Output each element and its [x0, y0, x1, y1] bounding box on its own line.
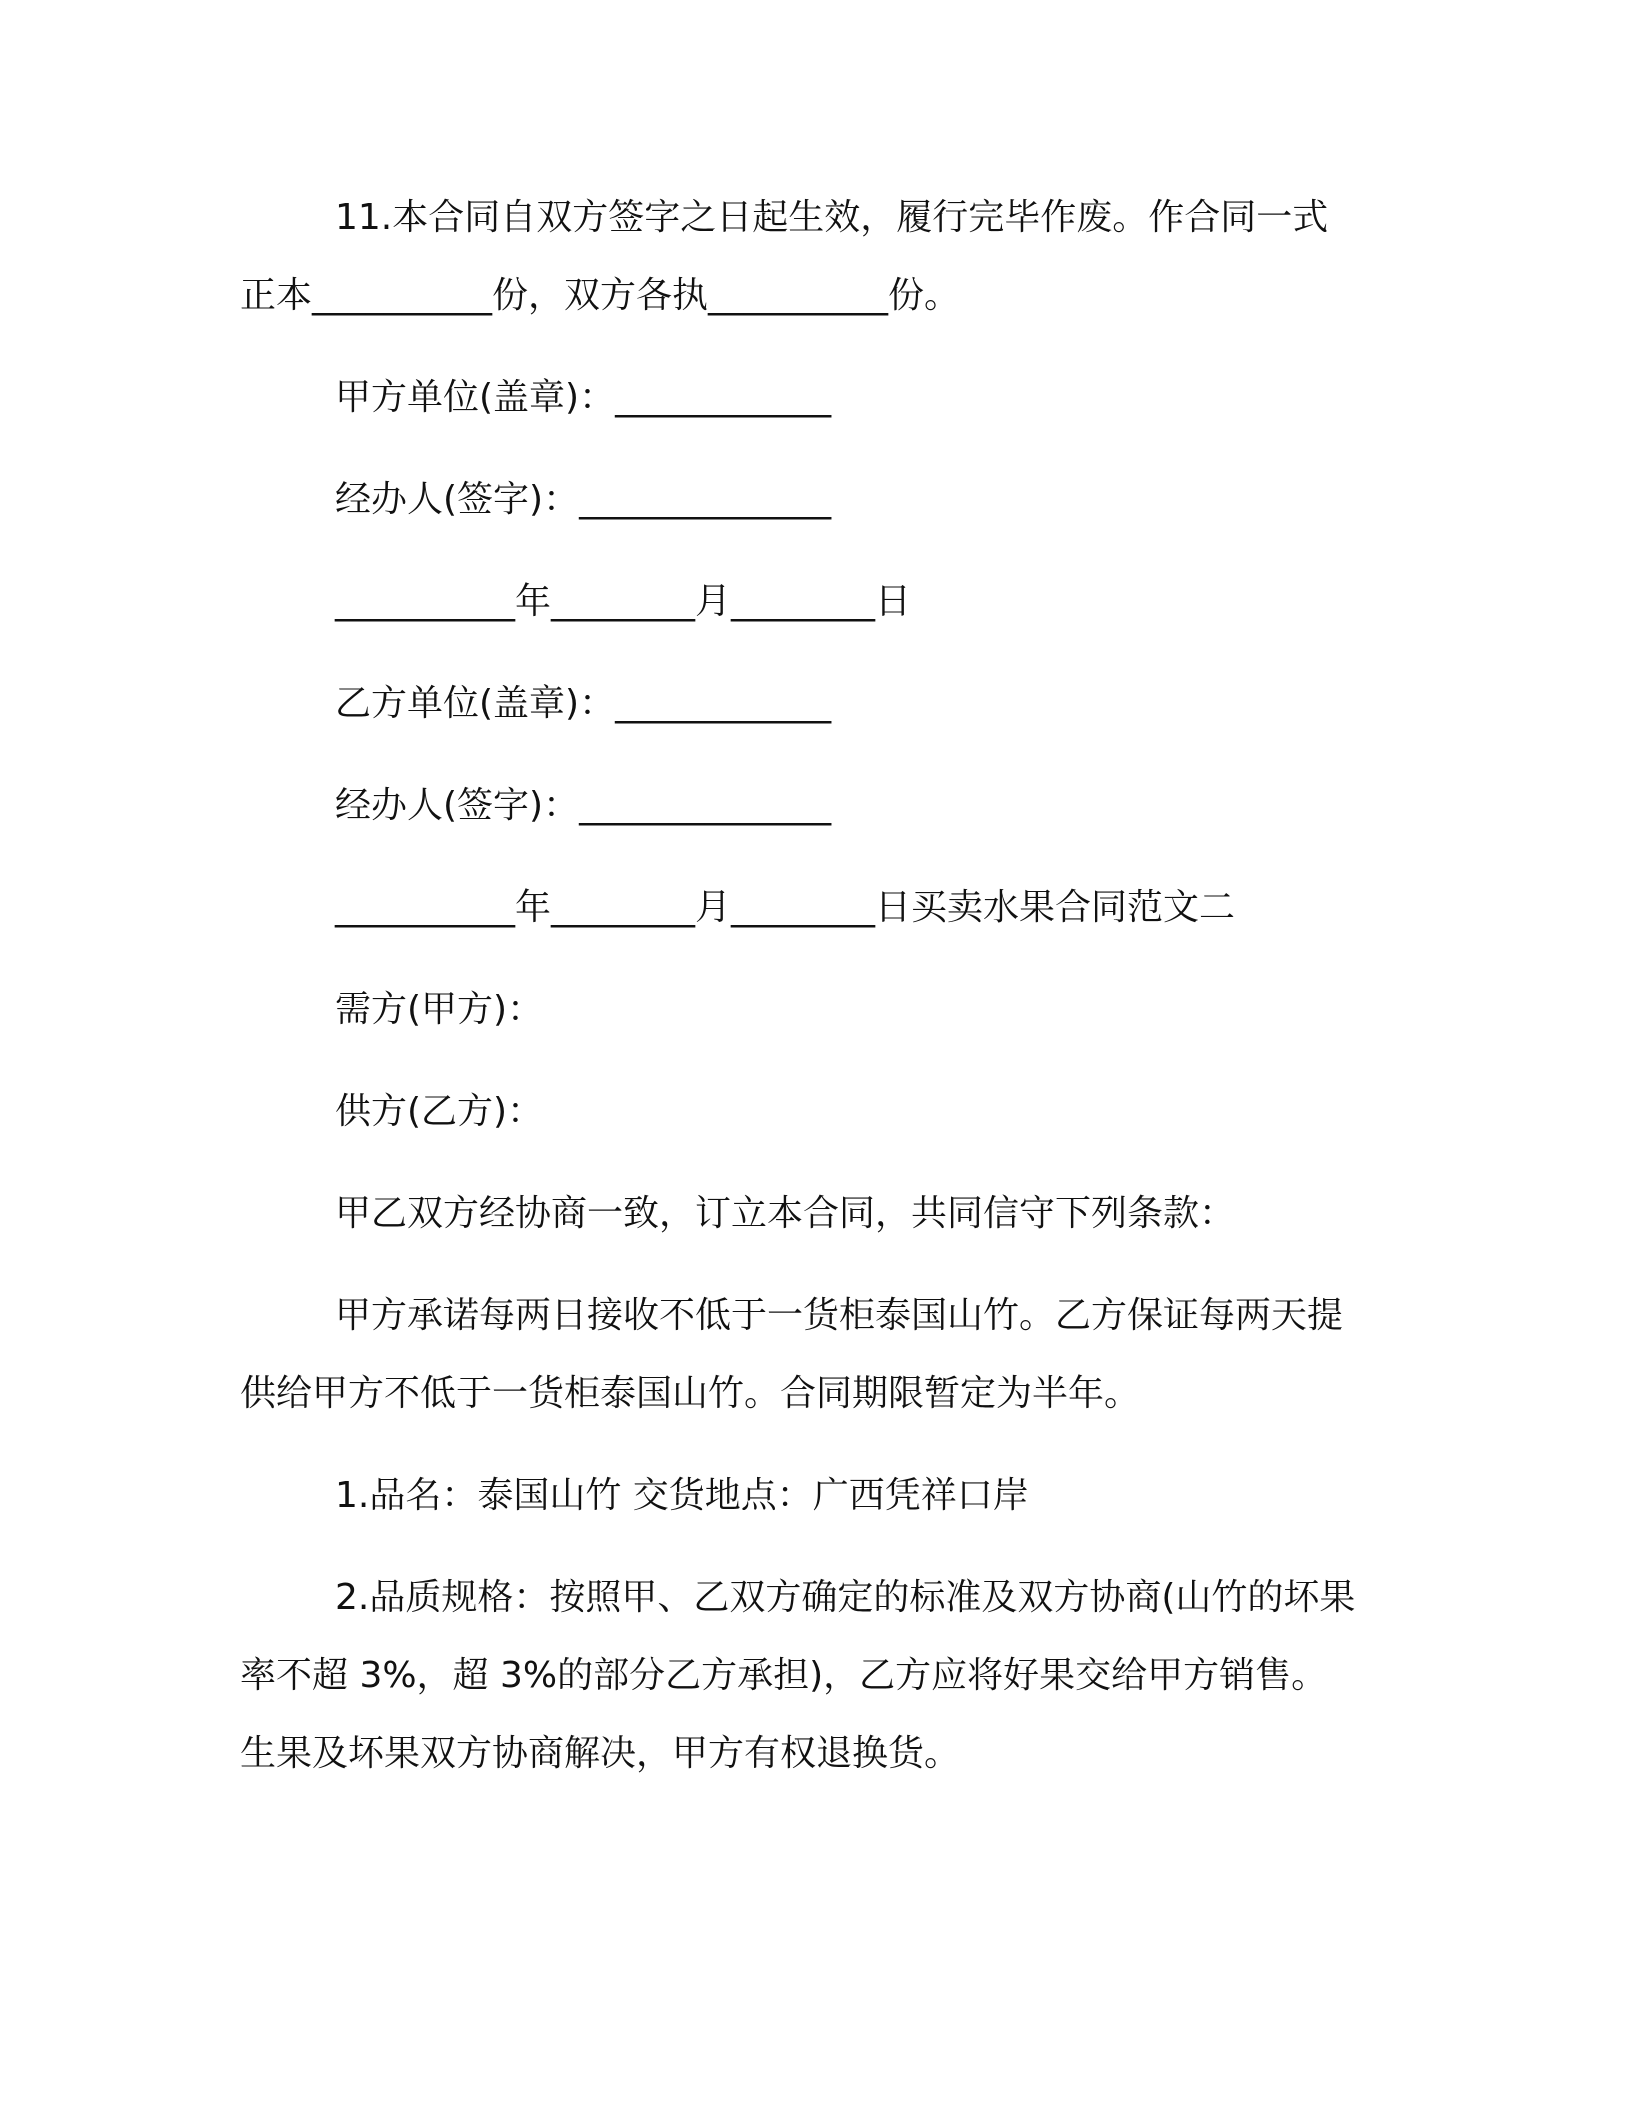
- party-b-seal-line: 乙方单位(盖章)：____________: [335, 683, 832, 724]
- agreement-intro-line: 甲乙双方经协商一致，订立本合同，共同信守下列条款：: [335, 1193, 1236, 1234]
- clause-11-line-2: 正本__________份，双方各执__________份。: [240, 275, 961, 316]
- clause-11-line-1: 11.本合同自双方签字之日起生效，履行完毕作废。作合同一式: [335, 197, 1329, 238]
- party-b-date-and-second-contract-title: __________年________月________日买卖水果合同范文二: [335, 887, 1236, 928]
- party-a-agent-signature-line: 经办人(签字)：______________: [335, 479, 832, 520]
- supply-commitment-line-1: 甲方承诺每两日接收不低于一货柜泰国山竹。乙方保证每两天提: [335, 1295, 1344, 1336]
- supply-commitment-line-2: 供给甲方不低于一货柜泰国山竹。合同期限暂定为半年。: [240, 1373, 1141, 1414]
- product-name-delivery-line: 1.品名：泰国山竹 交货地点：广西凭祥口岸: [335, 1475, 1029, 1516]
- party-a-date-line: __________年________月________日: [335, 581, 911, 622]
- quality-spec-line-1: 2.品质规格：按照甲、乙双方确定的标准及双方协商(山竹的坏果: [335, 1577, 1356, 1618]
- buyer-party-line: 需方(甲方)：: [335, 989, 544, 1030]
- party-b-agent-signature-line: 经办人(签字)：______________: [335, 785, 832, 826]
- seller-party-line: 供方(乙方)：: [335, 1091, 544, 1132]
- quality-spec-line-3: 生果及坏果双方协商解决，甲方有权退换货。: [240, 1733, 961, 1774]
- party-a-seal-line: 甲方单位(盖章)：____________: [335, 377, 832, 418]
- quality-spec-line-2: 率不超 3%，超 3%的部分乙方承担)，乙方应将好果交给甲方销售。: [240, 1655, 1328, 1696]
